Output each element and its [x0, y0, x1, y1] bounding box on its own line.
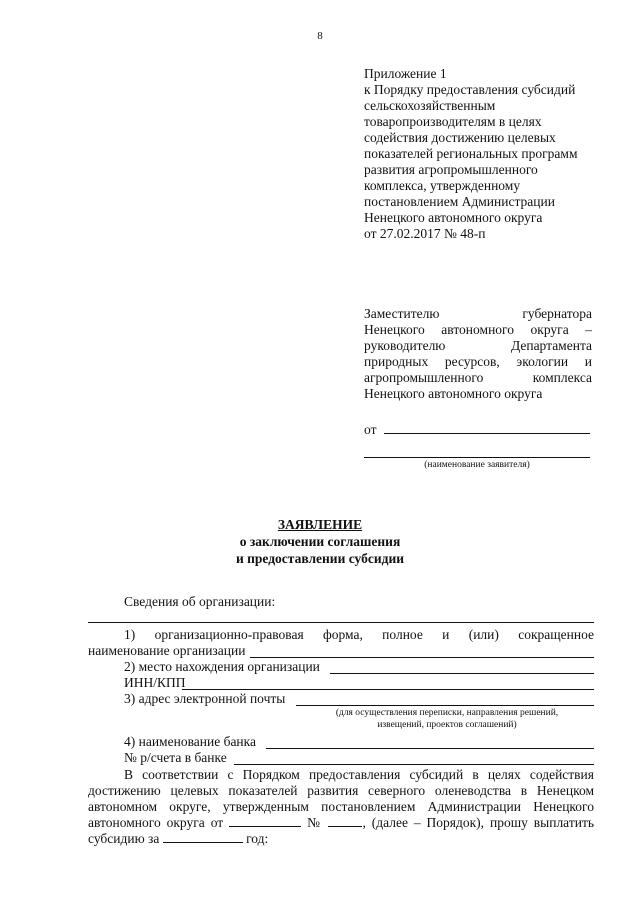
- field-4-row: [88, 734, 594, 750]
- decree-date-field[interactable]: [229, 826, 301, 827]
- page-number: 8: [317, 30, 323, 42]
- paragraph-line: автономном округе, утвержденным постановлением Администрации Ненецкого: [88, 799, 594, 814]
- field-4-label: 4) наименование банка: [124, 734, 257, 749]
- appendix-line: сельскохозяйственным: [364, 98, 496, 113]
- org-info-label: Сведения об организации:: [124, 594, 276, 609]
- from-field[interactable]: [384, 433, 590, 434]
- appendix-line: к Порядку предоставления субсидий: [364, 82, 576, 97]
- applicant-name-field[interactable]: [364, 457, 590, 458]
- field-1-label-cont: наименование организации: [88, 643, 246, 658]
- account-label: № р/счета в банке: [124, 750, 227, 765]
- field-1-label: 1) организационно-правовая форма, полное и (или) сокращенное: [124, 627, 594, 642]
- org-name-field[interactable]: [250, 643, 594, 658]
- appendix-line: товаропроизводителям в целях: [364, 114, 542, 129]
- addressee-block: [364, 306, 592, 402]
- addressee-line: Ненецкого автономного округа –: [364, 322, 592, 337]
- bank-account-field[interactable]: [234, 750, 594, 765]
- bank-name-field[interactable]: [266, 734, 594, 749]
- appendix-line: постановлением Администрации: [364, 194, 555, 209]
- applicant-caption: (наименование заявителя): [424, 460, 530, 470]
- account-row: [88, 750, 594, 766]
- paragraph-line: [88, 815, 594, 831]
- email-field[interactable]: [296, 691, 594, 706]
- addressee-line: руководителю Департамента: [364, 338, 592, 353]
- document-title: ЗАЯВЛЕНИЕ: [277, 517, 363, 532]
- inn-label: ИНН/КПП: [124, 675, 186, 690]
- appendix-line: развития агропромышленного: [364, 162, 538, 177]
- appendix-line: содействия достижению целевых: [364, 130, 556, 145]
- paragraph-line: [88, 831, 594, 847]
- addressee-line: агропромышленного комплекса: [364, 370, 592, 385]
- appendix-line: Приложение 1: [364, 66, 447, 81]
- paragraph-text: , (далее – Порядок), прошу выплатить: [362, 815, 595, 830]
- appendix-line: комплекса, утвержденному: [364, 178, 521, 193]
- paragraph-line: В соответствии с Порядком предоставления субсидий в целях содействия: [124, 767, 594, 782]
- org-info-field[interactable]: [88, 622, 594, 623]
- field-1-row: [88, 643, 594, 659]
- field-3-row: [88, 691, 594, 707]
- field-2-row: [88, 659, 594, 675]
- paragraph-text: №: [307, 815, 323, 830]
- subsidy-year-field[interactable]: [163, 842, 243, 843]
- inn-kpp-field[interactable]: [182, 675, 594, 690]
- field-3-note-line: (для осуществления переписки, направления решений,: [335, 708, 559, 718]
- paragraph-line: достижению целевых показателей развития северного оленеводства в Ненецком: [88, 783, 594, 798]
- decree-number-field[interactable]: [328, 826, 362, 827]
- inn-row: [88, 675, 594, 691]
- field-3-note-line: извещений, проектов соглашений): [377, 720, 517, 730]
- paragraph-text: автономного округа от: [88, 815, 224, 830]
- from-row: [364, 422, 592, 438]
- paragraph-text: год:: [246, 831, 269, 846]
- field-2-label: 2) место нахождения организации: [124, 659, 320, 674]
- addressee-line: Ненецкого автономного округа: [364, 386, 543, 401]
- addressee-line: природных ресурсов, экологии и: [364, 354, 592, 369]
- paragraph-text: субсидию за: [88, 831, 160, 846]
- addressee-line: Заместителю губернатора: [364, 306, 592, 321]
- appendix-line: от 27.02.2017 № 48-п: [364, 226, 486, 241]
- org-location-field[interactable]: [330, 659, 594, 674]
- field-3-label: 3) адрес электронной почты: [124, 691, 286, 706]
- appendix-line: показателей региональных программ: [364, 146, 578, 161]
- request-paragraph: [88, 767, 594, 847]
- field-3-note: [300, 707, 594, 731]
- from-label: от: [364, 422, 377, 437]
- appendix-line: Ненецкого автономного округа: [364, 210, 543, 225]
- document-subtitle: и предоставлении субсидии: [235, 551, 405, 566]
- document-subtitle: о заключении соглашения: [239, 534, 401, 549]
- appendix-header: [364, 66, 604, 242]
